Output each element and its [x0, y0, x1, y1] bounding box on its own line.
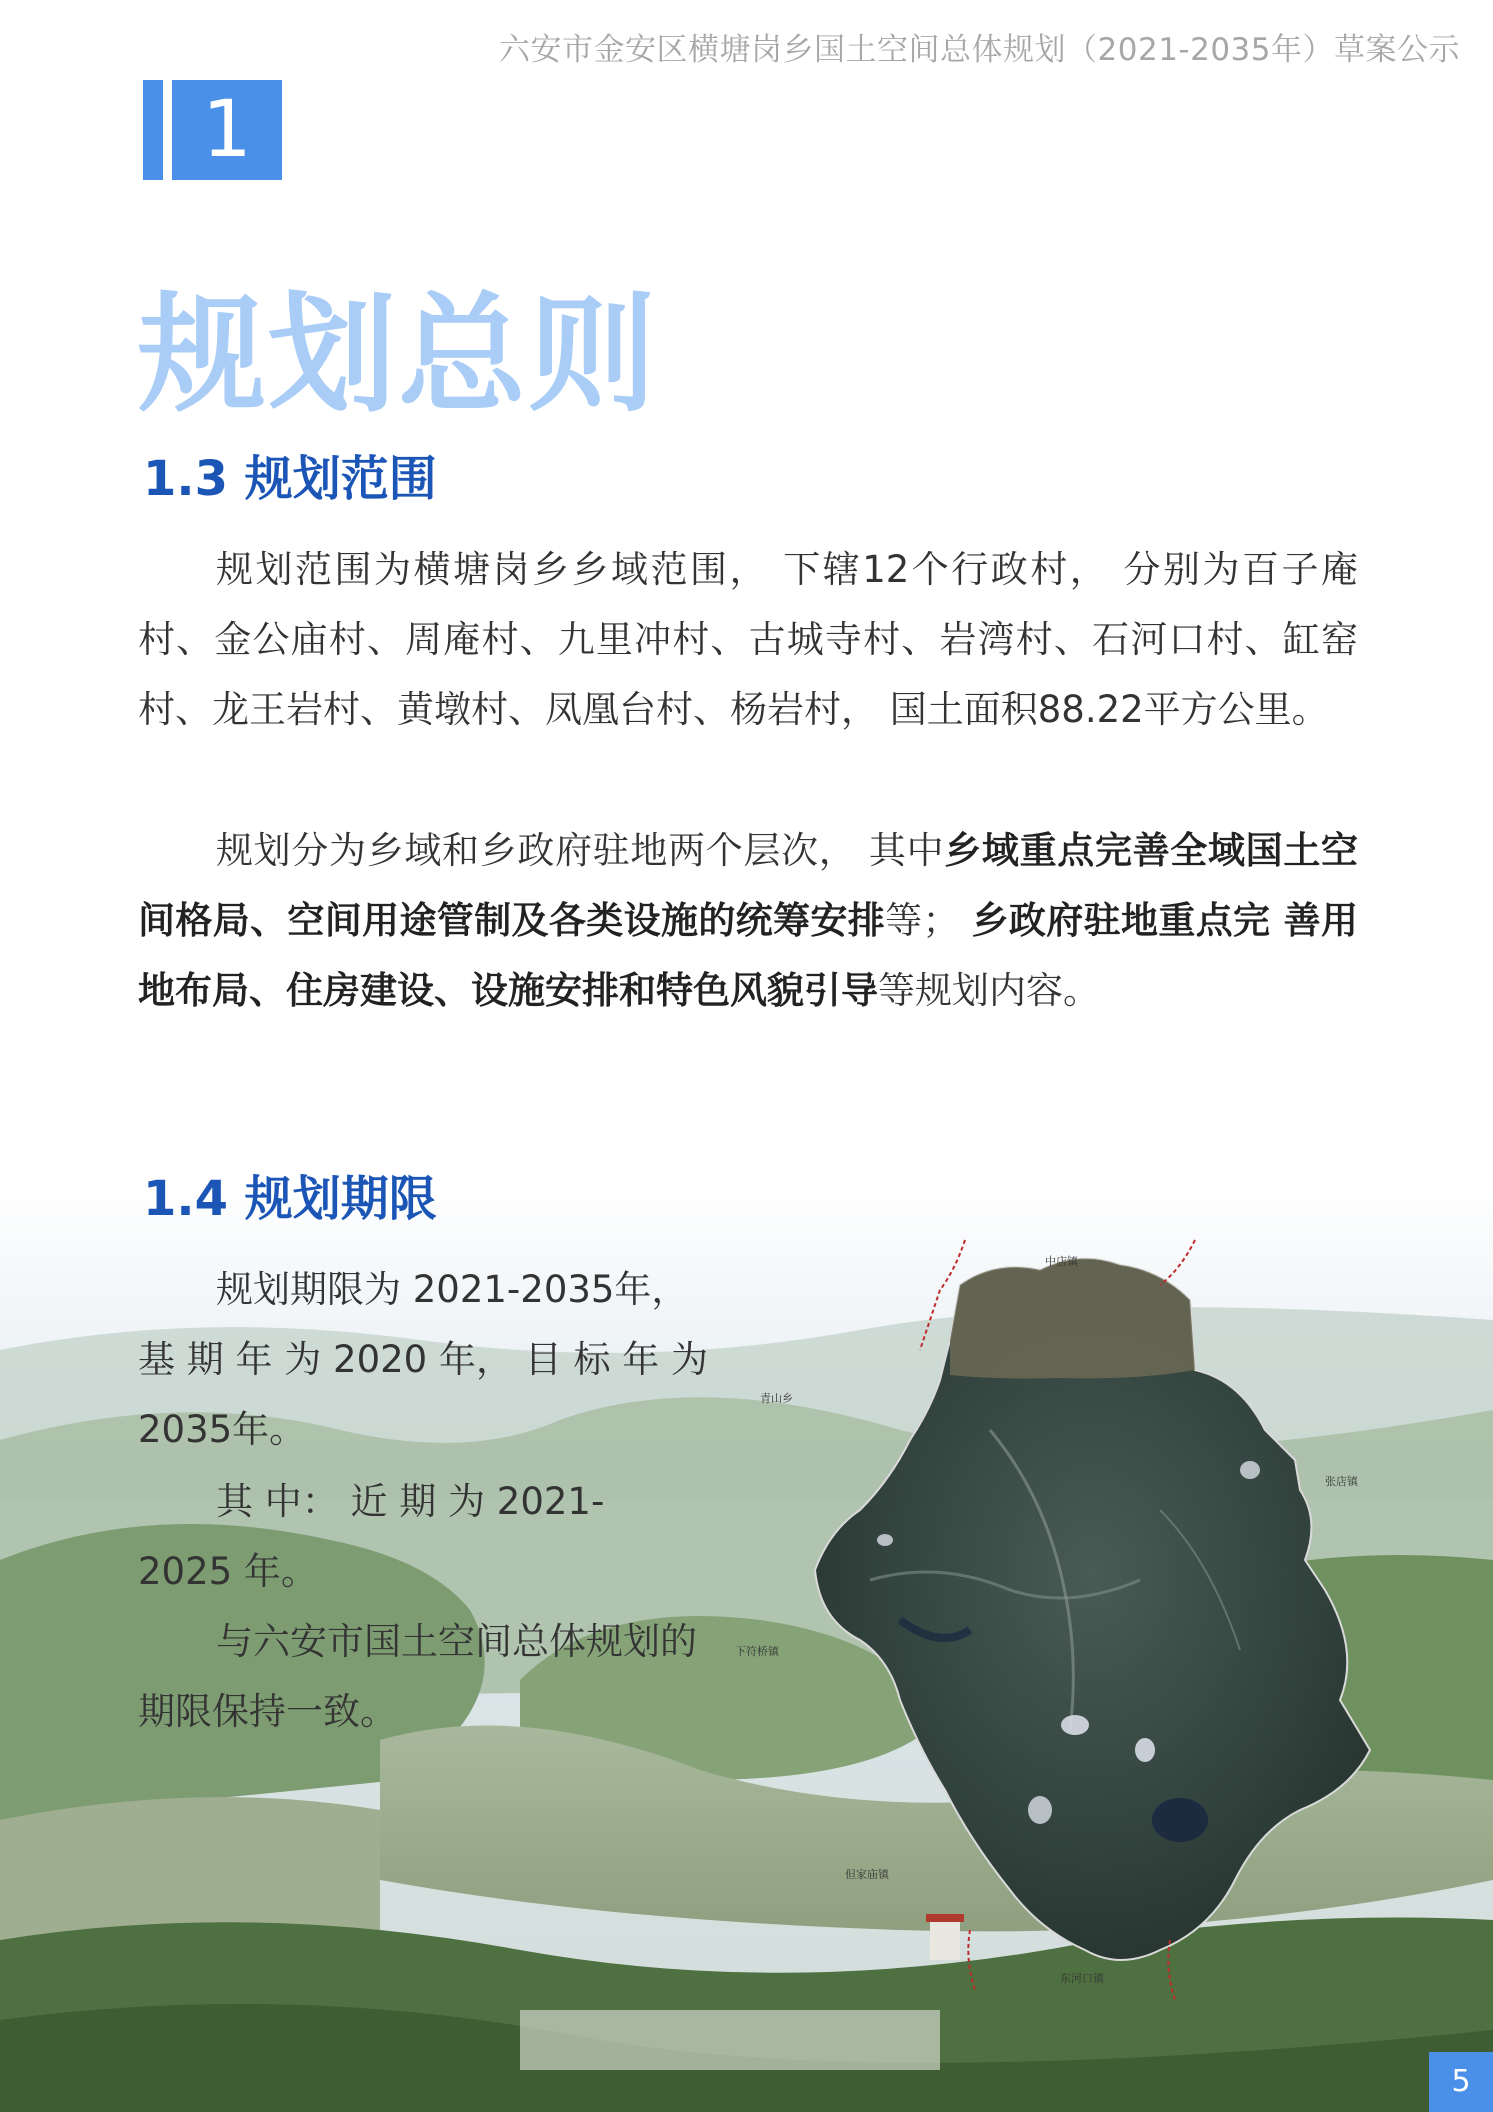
- chapter-number: 1: [172, 80, 282, 180]
- period-paragraph-1: 规划期限为 2021-2035年， 基 期 年 为 2020 年， 目 标 年 为 2035年。: [138, 1268, 709, 1451]
- township-satellite-map: [735, 1230, 1380, 2010]
- scope-p2-text-a: 规划分为乡域和乡政府驻地两个层次， 其中: [216, 829, 945, 872]
- map-label-south-west: 但家庙镇: [845, 1868, 889, 1881]
- map-graphic: [735, 1230, 1380, 2010]
- period-paragraph-3: 与六安市国土空间总体规划的期限保持一致。: [138, 1620, 697, 1733]
- scope-p2-bold-b: 乡政府驻地重点完 善用地布局、住房建设、设施安排和特色风貌引导: [138, 899, 1359, 1012]
- map-label-north: 中店镇: [1045, 1255, 1078, 1268]
- scope-paragraph-1: 规划范围为横塘岗乡乡域范围， 下辖12个行政村， 分别为百子庵村、金公庙村、周庵村、九里冲村、古城寺村、岩湾村、石河口村、缸窑村、龙王岩村、黄墩村、凤凰台村、杨岩村， 国土面积88.22平方公里。: [138, 548, 1358, 731]
- scope-paragraph-2: [138, 816, 1358, 1026]
- scope-p2-bold-a: 乡域重点完善全域国土空间格局、空间用途管制及各类设施的统筹安排: [138, 829, 1358, 942]
- chapter-accent-bar: [143, 80, 163, 180]
- chapter-title: 规划总则: [138, 281, 659, 430]
- section-title-period: 1.4 规划期限: [143, 1171, 437, 1227]
- period-paragraph-2: 其 中： 近 期 为 2021-2025 年。: [138, 1480, 605, 1593]
- section-title-scope: 1.3 规划范围: [143, 451, 437, 507]
- document-header-title: 六安市金安区横塘岗乡国土空间总体规划（2021-2035年）草案公示: [499, 32, 1460, 68]
- map-label-south: 东河口镇: [1060, 1972, 1104, 1985]
- map-label-southwest: 下符桥镇: [735, 1645, 779, 1658]
- page-number: 5: [1429, 2052, 1493, 2112]
- scope-p2-text-c: 等规划内容。: [878, 969, 1100, 1012]
- scope-p2-text-b: 等；: [885, 899, 972, 942]
- map-label-east: 张店镇: [1325, 1475, 1358, 1488]
- map-label-west: 青山乡: [760, 1392, 793, 1405]
